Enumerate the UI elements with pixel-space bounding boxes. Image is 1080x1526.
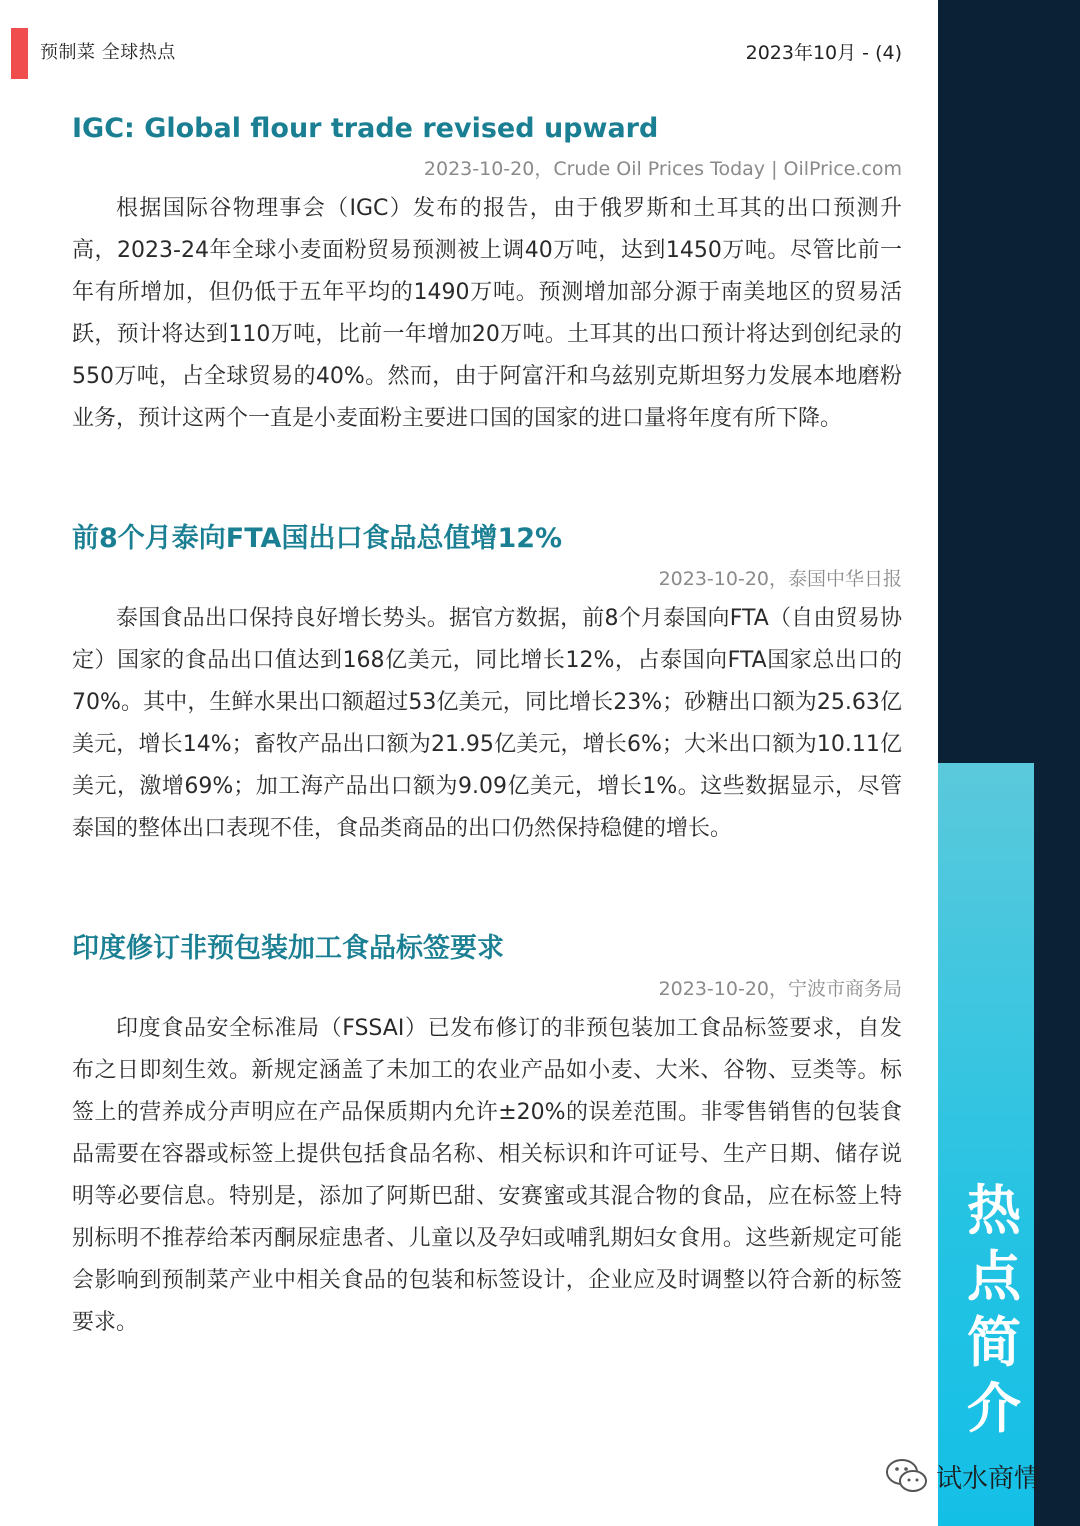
article-india-labeling <box>72 928 902 1344</box>
article-source: 2023-10-20，泰国中华日报 <box>658 568 902 590</box>
article-thai-fta-exports <box>72 518 902 850</box>
watermark-text: 试水商情 <box>936 1463 1041 1494</box>
article-igc-flour <box>72 108 902 440</box>
header-issue-date: 2023年10月 - (4) <box>745 42 902 64</box>
sidebar-title-char: 介 <box>967 1377 1021 1440</box>
sidebar-title-char: 热 <box>967 1179 1021 1242</box>
article-source: 2023-10-20，宁波市商务局 <box>658 978 902 1000</box>
article-title: 前8个月泰向FTA国出口食品总值增12% <box>72 523 563 554</box>
sidebar-title <box>954 1178 1034 1442</box>
sidebar-title-char: 简 <box>967 1311 1021 1374</box>
header-section-label: 预制菜 全球热点 <box>40 42 176 63</box>
sidebar-title-char: 点 <box>967 1245 1021 1308</box>
article-body: 根据国际谷物理事会（IGC）发布的报告，由于俄罗斯和土耳其的出口预测升高，2023-24年全球小麦面粉贸易预测被上调40万吨，达到1450万吨。尽管比前一年有所增加，但仍低于五年平均的1490万吨。预测增加部分源于南美地区的贸易活跃，预计将达到110万吨，比前一年增加20万吨。土耳其的出口预计将达到创纪录的550万吨，占全球贸易的40%。然而，由于阿富汗和乌兹别克斯坦努力发展本地磨粉业务，预计这两个一直是小麦面粉主要进口国的国家的进口量将年度有所下降。 <box>72 196 902 431</box>
article-source: 2023-10-20，Crude Oil Prices Today | OilPrice.com <box>423 158 902 180</box>
wechat-icon <box>884 1456 930 1496</box>
header-accent-bar <box>11 28 28 79</box>
article-body: 印度食品安全标准局（FSSAI）已发布修订的非预包装加工食品标签要求，自发布之日即刻生效。新规定涵盖了未加工的农业产品如小麦、大米、谷物、豆类等。标签上的营养成分声明应在产品保质期内允许±20%的误差范围。非零售销售的包装食品需要在容器或标签上提供包括食品名称、相关标识和许可证号、生产日期、储存说明等必要信息。特别是，添加了阿斯巴甜、安赛蜜或其混合物的食品，应在标签上特别标明不推荐给苯丙酮尿症患者、儿童以及孕妇或哺乳期妇女食用。这些新规定可能会影响到预制菜产业中相关食品的包装和标签设计，企业应及时调整以符合新的标签要求。 <box>72 1016 902 1335</box>
article-title: IGC: Global flour trade revised upward <box>72 113 659 144</box>
article-body: 泰国食品出口保持良好增长势头。据官方数据，前8个月泰国向FTA（自由贸易协定）国家的食品出口值达到168亿美元，同比增长12%，占泰国向FTA国家总出口的70%。其中，生鲜水果出口额超过53亿美元，同比增长23%；砂糖出口额为25.63亿美元，增长14%；畜牧产品出口额为21.95亿美元，增长6%；大米出口额为10.11亿美元，激增69%；加工海产品出口额为9.09亿美元，增长1%。这些数据显示，尽管泰国的整体出口表现不佳，食品类商品的出口仍然保持稳健的增长。 <box>72 606 902 841</box>
watermark <box>884 1456 1040 1496</box>
article-title: 印度修订非预包装加工食品标签要求 <box>72 933 504 964</box>
